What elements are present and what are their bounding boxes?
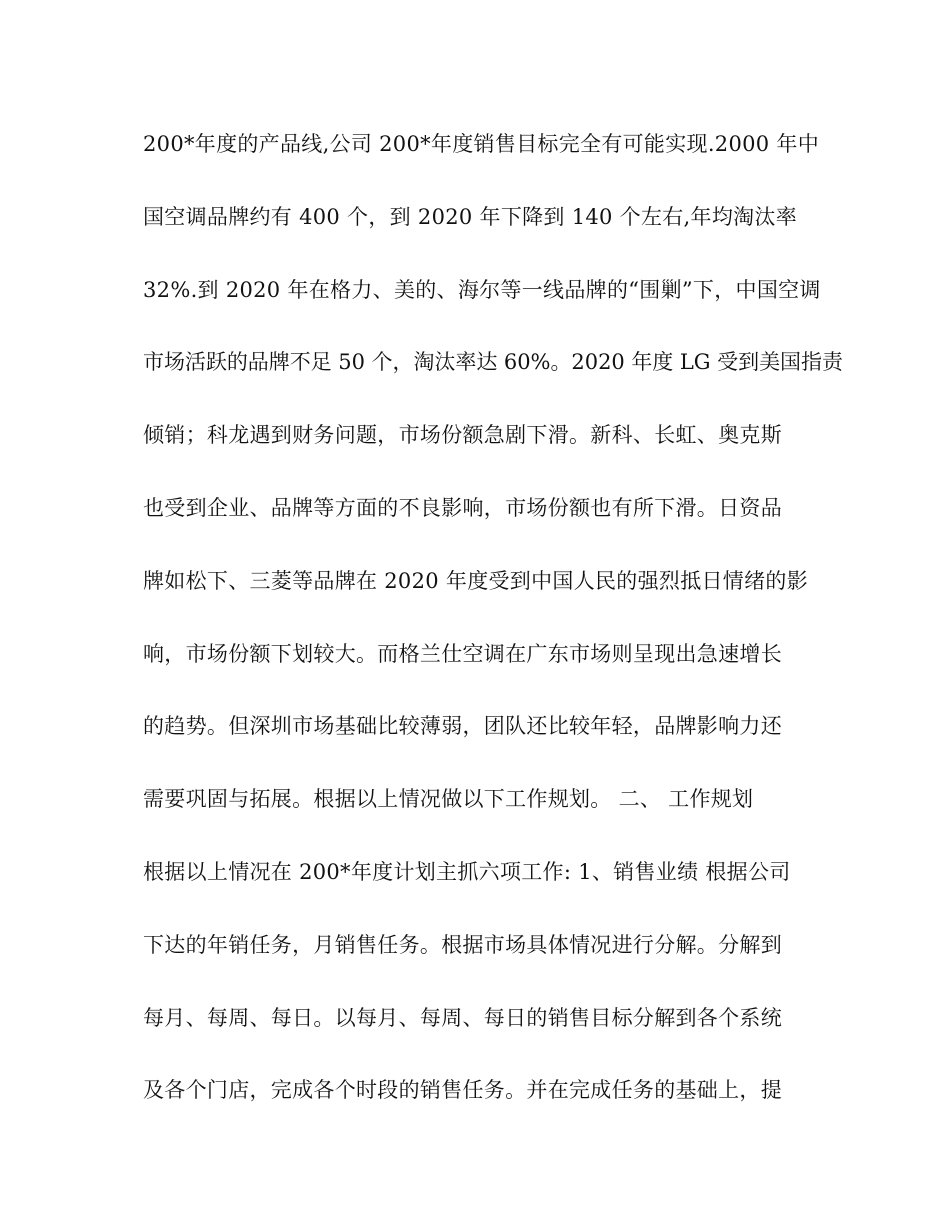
- text-line-12: 下达的年销任务，月销售任务。根据市场具体情况进行分解。分解到: [143, 933, 782, 957]
- text-line-6: 也受到企业、品牌等方面的不良影响，市场份额也有所下滑。日资品: [143, 496, 782, 520]
- text-line-11: 根据以上情况在 200*年度计划主抓六项工作: 1、销售业绩 根据公司: [143, 860, 791, 884]
- text-line-9: 的趋势。但深圳市场基础比较薄弱，团队还比较年轻，品牌影响力还: [143, 714, 782, 738]
- text-line-1: 200*年度的产品线,公司 200*年度销售目标完全有可能实现.2000 年中: [143, 132, 820, 156]
- text-line-7: 牌如松下、三菱等品牌在 2020 年度受到中国人民的强烈抵日情绪的影: [143, 569, 808, 593]
- text-line-4: 市场活跃的品牌不足 50 个，淘汰率达 60%。2020 年度 LG 受到美国指责: [143, 350, 843, 374]
- text-line-8: 响，市场份额下划较大。而格兰仕空调在广东市场则呈现出急速增长: [143, 642, 782, 666]
- text-line-14: 及各个门店，完成各个时段的销售任务。并在完成任务的基础上，提: [143, 1078, 782, 1102]
- text-line-2: 国空调品牌约有 400 个，到 2020 年下降到 140 个左右,年均淘汰率: [143, 205, 798, 229]
- text-line-13: 每月、每周、每日。以每月、每周、每日的销售目标分解到各个系统: [143, 1006, 782, 1030]
- text-line-5: 倾销；科龙遇到财务问题，市场份额急剧下滑。新科、长虹、奥克斯: [143, 423, 782, 447]
- text-line-3: 32%.到 2020 年在格力、美的、海尔等一线品牌的“围剿”下，中国空调: [143, 278, 821, 302]
- text-line-10: 需要巩固与拓展。根据以上情况做以下工作规划。 二、 工作规划: [143, 787, 754, 811]
